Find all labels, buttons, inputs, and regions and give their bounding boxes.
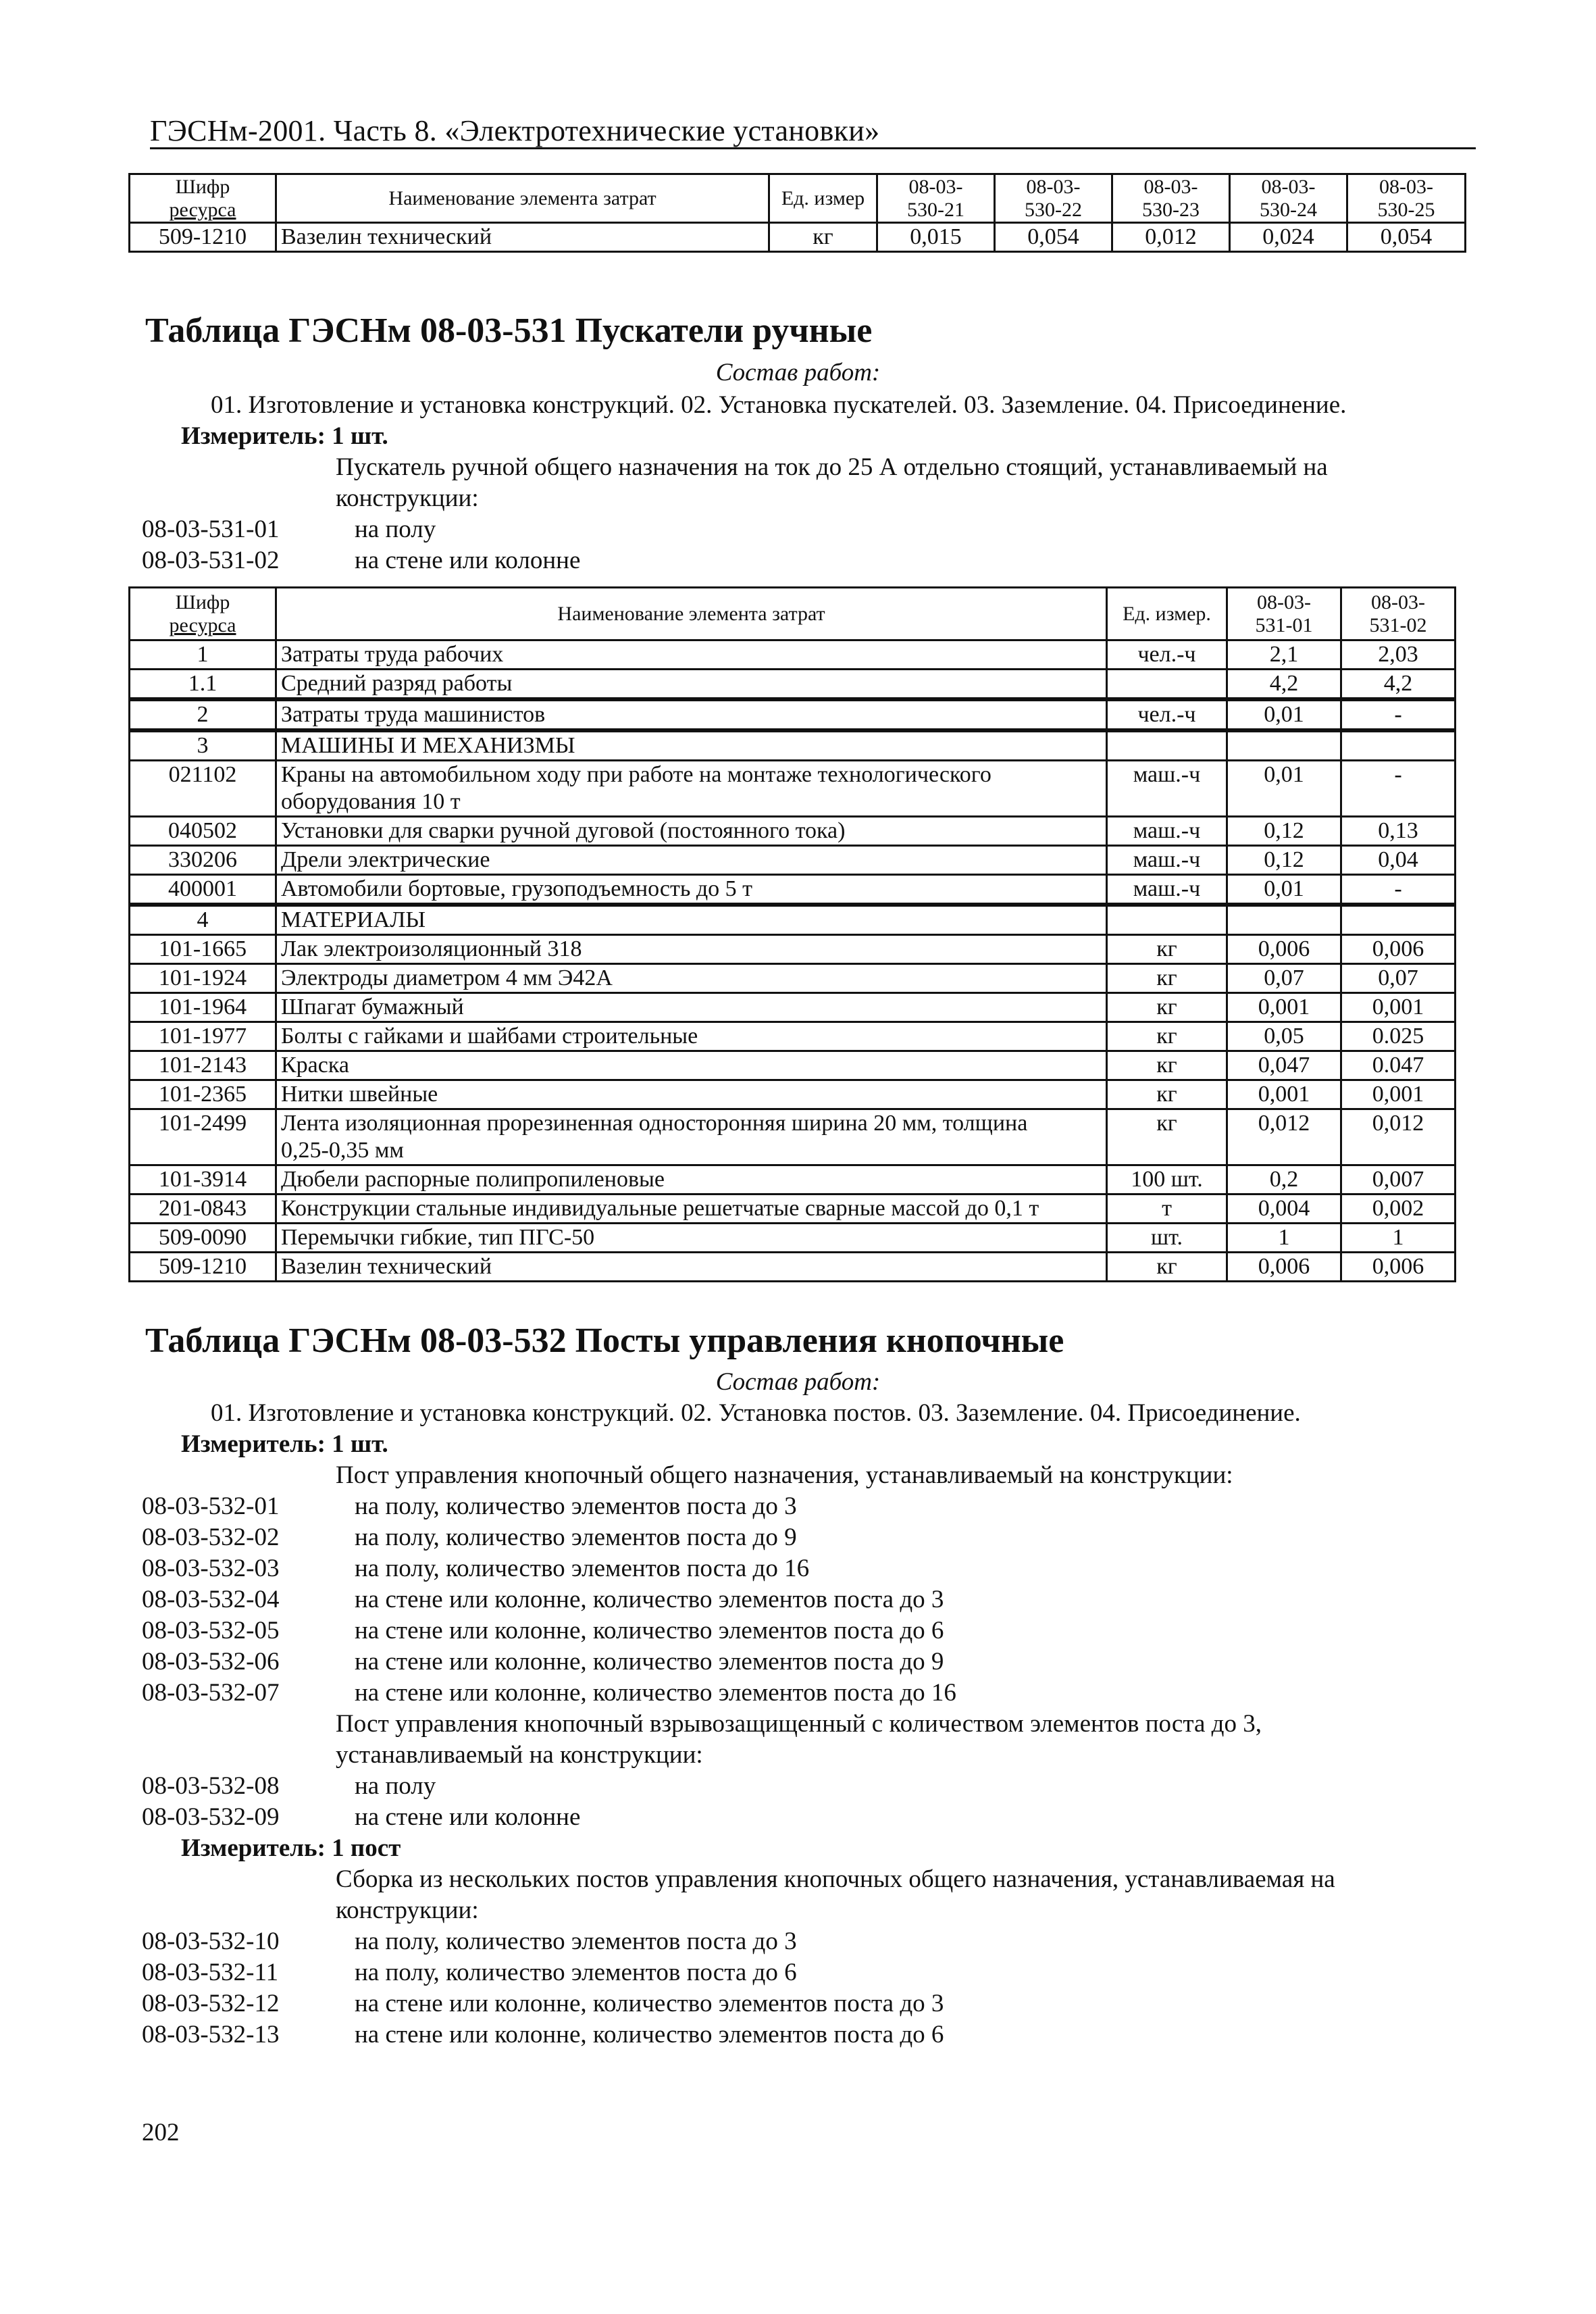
- item-description: на стене или колонне, количество элементов поста до 3: [355, 1586, 944, 1613]
- resource-name-cell: Затраты труда машинистов: [276, 699, 1107, 730]
- unit-cell: кг: [1107, 964, 1227, 993]
- item-code: 08-03-531-02: [142, 547, 280, 574]
- column-header-530-21: 08-03- 530-21: [877, 174, 995, 223]
- item-description: на стене или колонне, количество элементов поста до 6: [355, 1617, 944, 1644]
- unit-cell: маш.-ч: [1107, 846, 1227, 875]
- table-row: [130, 993, 1456, 1022]
- value-cell-531-02: 0,006: [1341, 935, 1456, 964]
- resource-name-cell: Шпагат бумажный: [276, 993, 1107, 1022]
- resource-code-cell: 3: [130, 730, 276, 761]
- value-cell-531-01: 0,006: [1227, 1253, 1341, 1282]
- value-cell: 0,024: [1230, 223, 1347, 252]
- item-code: 08-03-532-01: [142, 1492, 280, 1520]
- column-header-code: Шифр ресурса: [130, 174, 276, 223]
- resource-code-cell: 021102: [130, 761, 276, 817]
- resource-code-cell: 101-1964: [130, 993, 276, 1022]
- item-description: на полу: [355, 515, 436, 543]
- section-532-intro-3-line1: Сборка из нескольких постов управления кнопочных общего назначения, устанавливаемая на: [336, 1865, 1335, 1893]
- section-532-meter-2: Измеритель: 1 пост: [181, 1834, 401, 1862]
- column-header-531-01: 08-03- 531-01: [1227, 588, 1341, 640]
- resource-name-cell: Электроды диаметром 4 мм Э42А: [276, 964, 1107, 993]
- table-row: [130, 1109, 1456, 1165]
- column-header-unit: Ед. измер: [769, 174, 877, 223]
- unit-cell: чел.-ч: [1107, 640, 1227, 670]
- resource-code-cell: 101-1924: [130, 964, 276, 993]
- unit-cell: кг: [1107, 935, 1227, 964]
- column-header-name: Наименование элемента затрат: [276, 174, 769, 223]
- section-531-intro-line2: конструкции:: [336, 484, 479, 512]
- resource-code-cell: 509-0090: [130, 1224, 276, 1253]
- section-532-intro-2-line2: устанавливаемый на конструкции:: [336, 1741, 703, 1769]
- table-row: [130, 964, 1456, 993]
- value-cell: 0,015: [877, 223, 995, 252]
- item-description: на стене или колонне, количество элементов поста до 16: [355, 1679, 956, 1707]
- unit-cell: кг: [1107, 1022, 1227, 1051]
- resource-code-cell: 2: [130, 699, 276, 730]
- resource-name-cell: Краны на автомобильном ходу при работе на монтаже технологического оборудования 10 т: [276, 761, 1107, 817]
- table-row: [130, 640, 1456, 670]
- value-cell-531-01: 1: [1227, 1224, 1341, 1253]
- running-header: ГЭСНм-2001. Часть 8. «Электротехнические установки»: [150, 114, 880, 147]
- section-532-intro-2-line1: Пост управления кнопочный взрывозащищенный с количеством элементов поста до 3,: [336, 1710, 1262, 1738]
- column-header-name: Наименование элемента затрат: [276, 588, 1107, 640]
- value-cell-531-01: 0,12: [1227, 817, 1341, 846]
- value-cell: 0,054: [1347, 223, 1466, 252]
- section-531-intro-line1: Пускатель ручной общего назначения на ток до 25 А отдельно стоящий, устанавливаемый на: [336, 453, 1328, 481]
- table-row: [130, 1080, 1456, 1109]
- item-description: на стене или колонне, количество элементов поста до 9: [355, 1648, 944, 1676]
- value-cell-531-02: -: [1341, 761, 1456, 817]
- unit-cell: 100 шт.: [1107, 1165, 1227, 1194]
- page-number: 202: [142, 2119, 180, 2146]
- item-description: на стене или колонне: [355, 1803, 581, 1831]
- item-description: на полу, количество элементов поста до 9: [355, 1524, 797, 1551]
- value-cell-531-02: 1: [1341, 1224, 1456, 1253]
- section-531-work-text: 01. Изготовление и установка конструкций. 02. Установка пускателей. 03. Заземление. 04. Присоединение.: [211, 391, 1347, 419]
- resource-name-cell: Средний разряд работы: [276, 670, 1107, 700]
- unit-cell: [1107, 730, 1227, 761]
- value-cell-531-02: 0,001: [1341, 1080, 1456, 1109]
- resource-code-cell: 101-3914: [130, 1165, 276, 1194]
- value-cell-531-02: 0,001: [1341, 993, 1456, 1022]
- value-cell-531-01: 0,05: [1227, 1022, 1341, 1051]
- resource-name-cell: Затраты труда рабочих: [276, 640, 1107, 670]
- item-code: 08-03-532-06: [142, 1648, 280, 1676]
- section-532-work-label: Состав работ:: [715, 1368, 881, 1396]
- value-cell-531-02: 0,04: [1341, 846, 1456, 875]
- table-row: [130, 223, 1466, 252]
- value-cell-531-01: 0,001: [1227, 1080, 1341, 1109]
- section-531-table-header-row: [130, 588, 1456, 640]
- resource-code-cell: 330206: [130, 846, 276, 875]
- unit-cell: шт.: [1107, 1224, 1227, 1253]
- resource-code-cell: 400001: [130, 875, 276, 905]
- resource-name-cell: Конструкции стальные индивидуальные решетчатые сварные массой до 0,1 т: [276, 1194, 1107, 1224]
- value-cell-531-02: 0,13: [1341, 817, 1456, 846]
- section-532-title: Таблица ГЭСНм 08-03-532 Посты управления кнопочные: [145, 1322, 1064, 1360]
- resource-code-cell: 101-1665: [130, 935, 276, 964]
- resource-code-cell: 101-2143: [130, 1051, 276, 1080]
- value-cell-531-02: 0,007: [1341, 1165, 1456, 1194]
- value-cell-531-01: 0,01: [1227, 699, 1341, 730]
- unit-cell: т: [1107, 1194, 1227, 1224]
- table-row: [130, 875, 1456, 905]
- resource-name-cell: Автомобили бортовые, грузоподъемность до 5 т: [276, 875, 1107, 905]
- section-532-meter-1: Измеритель: 1 шт.: [181, 1430, 388, 1458]
- resource-code-cell: 4: [130, 905, 276, 935]
- resource-name-cell: Перемычки гибкие, тип ПГС-50: [276, 1224, 1107, 1253]
- value-cell-531-02: -: [1341, 699, 1456, 730]
- table-row: [130, 730, 1456, 761]
- resource-code-cell: 509-1210: [130, 223, 276, 252]
- column-header-unit: Ед. измер.: [1107, 588, 1227, 640]
- column-header-530-25: 08-03- 530-25: [1347, 174, 1466, 223]
- resource-code-cell: 1.1: [130, 670, 276, 700]
- item-code: 08-03-532-11: [142, 1959, 279, 1986]
- column-header-530-23: 08-03- 530-23: [1112, 174, 1230, 223]
- value-cell-531-02: 4,2: [1341, 670, 1456, 700]
- resource-code-cell: 1: [130, 640, 276, 670]
- resource-name-cell: Установки для сварки ручной дуговой (постоянного тока): [276, 817, 1107, 846]
- value-cell-531-01: 2,1: [1227, 640, 1341, 670]
- column-header-code: Шифр ресурса: [130, 588, 276, 640]
- resource-code-cell: 101-1977: [130, 1022, 276, 1051]
- value-cell-531-02: -: [1341, 875, 1456, 905]
- value-cell-531-01: 0,01: [1227, 875, 1341, 905]
- value-cell-531-01: 0,012: [1227, 1109, 1341, 1165]
- table-row: [130, 935, 1456, 964]
- item-code: 08-03-531-01: [142, 515, 280, 543]
- item-code: 08-03-532-12: [142, 1990, 280, 2017]
- table-row: [130, 699, 1456, 730]
- value-cell-531-01: 0,001: [1227, 993, 1341, 1022]
- value-cell-531-01: [1227, 730, 1341, 761]
- table-row: [130, 817, 1456, 846]
- resource-name-cell: Болты с гайками и шайбами строительные: [276, 1022, 1107, 1051]
- resource-name-cell: Вазелин технический: [276, 1253, 1107, 1282]
- value-cell: кг: [769, 223, 877, 252]
- unit-cell: [1107, 905, 1227, 935]
- section-531-meter: Измеритель: 1 шт.: [181, 422, 388, 450]
- table-row: [130, 1022, 1456, 1051]
- table-row: [130, 1224, 1456, 1253]
- item-description: на полу, количество элементов поста до 3: [355, 1492, 797, 1520]
- section-531-title: Таблица ГЭСНм 08-03-531 Пускатели ручные: [145, 311, 873, 350]
- value-cell-531-01: 0,07: [1227, 964, 1341, 993]
- resource-name-cell: Лак электроизоляционный 318: [276, 935, 1107, 964]
- section-532-intro-1: Пост управления кнопочный общего назначения, устанавливаемый на конструкции:: [336, 1461, 1233, 1489]
- item-code: 08-03-532-02: [142, 1524, 280, 1551]
- table-row: [130, 1165, 1456, 1194]
- item-code: 08-03-532-10: [142, 1928, 280, 1955]
- unit-cell: маш.-ч: [1107, 875, 1227, 905]
- value-cell-531-02: 0.047: [1341, 1051, 1456, 1080]
- value-cell-531-02: [1341, 905, 1456, 935]
- value-cell: 0,054: [995, 223, 1112, 252]
- value-cell-531-01: 4,2: [1227, 670, 1341, 700]
- column-header-531-02: 08-03- 531-02: [1341, 588, 1456, 640]
- section-532-work-text: 01. Изготовление и установка конструкций. 02. Установка постов. 03. Заземление. 04. Присоединение.: [211, 1399, 1301, 1427]
- value-cell-531-01: [1227, 905, 1341, 935]
- value-cell-531-02: 0,07: [1341, 964, 1456, 993]
- resource-code-cell: 201-0843: [130, 1194, 276, 1224]
- unit-cell: кг: [1107, 1109, 1227, 1165]
- resource-code-cell: 040502: [130, 817, 276, 846]
- table-row: [130, 1194, 1456, 1224]
- value-cell-531-02: 0.025: [1341, 1022, 1456, 1051]
- item-description: на полу, количество элементов поста до 16: [355, 1555, 810, 1582]
- section-532-intro-3-line2: конструкции:: [336, 1896, 479, 1924]
- value-cell-531-02: 0,002: [1341, 1194, 1456, 1224]
- table-row: [130, 1253, 1456, 1282]
- value-cell-531-01: 0,006: [1227, 935, 1341, 964]
- resource-name-cell: Дрели электрические: [276, 846, 1107, 875]
- item-description: на стене или колонне, количество элементов поста до 6: [355, 2021, 944, 2048]
- item-code: 08-03-532-13: [142, 2021, 280, 2048]
- table-row: [130, 905, 1456, 935]
- resource-name-cell: Лента изоляционная прорезиненная односторонняя ширина 20 мм, толщина 0,25-0,35 мм: [276, 1109, 1107, 1165]
- resource-name-cell: МАТЕРИАЛЫ: [276, 905, 1107, 935]
- table-row: [130, 846, 1456, 875]
- unit-cell: маш.-ч: [1107, 761, 1227, 817]
- value-cell-531-01: 0,004: [1227, 1194, 1341, 1224]
- item-description: на стене или колонне, количество элементов поста до 3: [355, 1990, 944, 2017]
- unit-cell: кг: [1107, 993, 1227, 1022]
- value-cell-531-02: 2,03: [1341, 640, 1456, 670]
- column-header-530-24: 08-03- 530-24: [1230, 174, 1347, 223]
- table-row: [130, 761, 1456, 817]
- item-description: на полу, количество элементов поста до 6: [355, 1959, 797, 1986]
- item-description: на стене или колонне: [355, 547, 581, 574]
- value-cell-531-01: 0,047: [1227, 1051, 1341, 1080]
- unit-cell: кг: [1107, 1051, 1227, 1080]
- resource-name-cell: Дюбели распорные полипропиленовые: [276, 1165, 1107, 1194]
- resource-name-cell: МАШИНЫ И МЕХАНИЗМЫ: [276, 730, 1107, 761]
- table-row: [130, 670, 1456, 700]
- column-header-530-22: 08-03- 530-22: [995, 174, 1112, 223]
- continuation-table: [128, 173, 1466, 253]
- resource-name-cell: Краска: [276, 1051, 1107, 1080]
- value-cell-531-02: 0,012: [1341, 1109, 1456, 1165]
- value-cell-531-01: 0,2: [1227, 1165, 1341, 1194]
- unit-cell: кг: [1107, 1080, 1227, 1109]
- item-code: 08-03-532-03: [142, 1555, 280, 1582]
- item-description: на полу, количество элементов поста до 3: [355, 1928, 797, 1955]
- header-rule: [150, 147, 1476, 149]
- continuation-table-header-row: [130, 174, 1466, 223]
- value-cell-531-01: 0,12: [1227, 846, 1341, 875]
- section-531-resource-table: [128, 586, 1456, 1282]
- value-cell-531-02: 0,006: [1341, 1253, 1456, 1282]
- item-code: 08-03-532-04: [142, 1586, 280, 1613]
- unit-cell: кг: [1107, 1253, 1227, 1282]
- item-code: 08-03-532-07: [142, 1679, 280, 1707]
- table-row: [130, 1051, 1456, 1080]
- unit-cell: [1107, 670, 1227, 700]
- item-code: 08-03-532-05: [142, 1617, 280, 1644]
- resource-code-cell: 101-2365: [130, 1080, 276, 1109]
- unit-cell: маш.-ч: [1107, 817, 1227, 846]
- resource-code-cell: 509-1210: [130, 1253, 276, 1282]
- resource-code-cell: 101-2499: [130, 1109, 276, 1165]
- item-code: 08-03-532-08: [142, 1772, 280, 1800]
- value-cell-531-01: 0,01: [1227, 761, 1341, 817]
- resource-name-cell: Нитки швейные: [276, 1080, 1107, 1109]
- unit-cell: чел.-ч: [1107, 699, 1227, 730]
- resource-name-cell: Вазелин технический: [276, 223, 769, 252]
- value-cell: 0,012: [1112, 223, 1230, 252]
- section-531-work-label: Состав работ:: [715, 359, 881, 386]
- value-cell-531-02: [1341, 730, 1456, 761]
- item-description: на полу: [355, 1772, 436, 1800]
- item-code: 08-03-532-09: [142, 1803, 280, 1831]
